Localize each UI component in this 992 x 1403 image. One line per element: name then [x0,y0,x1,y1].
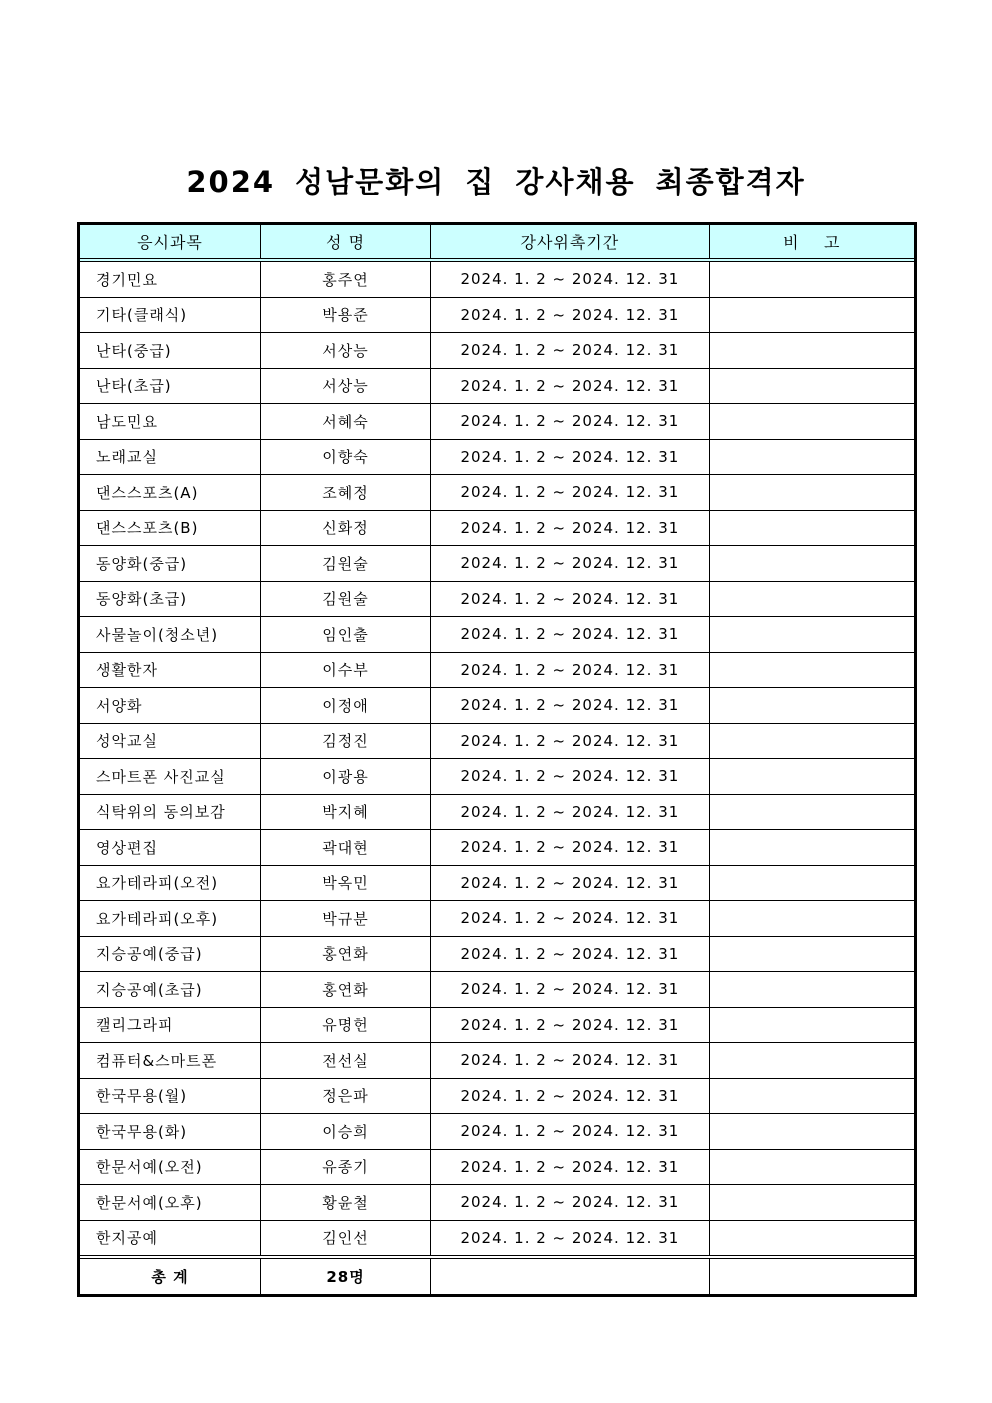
note-cell [710,901,914,936]
table-row [80,369,914,405]
period-cell: 2024. 1. 2 ~ 2024. 12. 31 [431,546,710,581]
period-cell: 2024. 1. 2 ~ 2024. 12. 31 [431,582,710,617]
period-cell: 2024. 1. 2 ~ 2024. 12. 31 [431,724,710,759]
period-cell: 2024. 1. 2 ~ 2024. 12. 31 [431,298,710,333]
table-row [80,1043,914,1079]
subject-cell: 댄스스포츠(A) [80,475,261,510]
note-cell [710,795,914,830]
table-row [80,404,914,440]
period-cell: 2024. 1. 2 ~ 2024. 12. 31 [431,440,710,475]
note-cell [710,1079,914,1114]
note-cell [710,475,914,510]
subject-cell: 댄스스포츠(B) [80,511,261,546]
name-cell: 황윤철 [261,1185,431,1220]
table-row [80,333,914,369]
name-cell: 서상능 [261,333,431,368]
subject-cell: 컴퓨터&스마트폰 [80,1043,261,1078]
table-row [80,582,914,618]
subject-cell: 한지공예 [80,1221,261,1255]
subject-cell: 지승공예(중급) [80,937,261,972]
note-cell [710,617,914,652]
table-row [80,440,914,476]
period-cell: 2024. 1. 2 ~ 2024. 12. 31 [431,404,710,439]
header-subject: 응시과목 [80,225,261,258]
page-title: 2024 성남문화의 집 강사채용 최종합격자 [186,165,806,199]
name-cell: 홍주연 [261,262,431,297]
subject-cell: 난타(초급) [80,369,261,404]
subject-cell: 스마트폰 사진교실 [80,759,261,794]
name-cell: 곽대현 [261,830,431,865]
name-cell: 서혜숙 [261,404,431,439]
note-cell [710,546,914,581]
name-cell: 박규분 [261,901,431,936]
table-row [80,546,914,582]
table-row [80,830,914,866]
note-cell [710,688,914,723]
subject-cell: 난타(중급) [80,333,261,368]
name-cell: 박용준 [261,298,431,333]
table-row [80,653,914,689]
name-cell: 임인출 [261,617,431,652]
table-row [80,759,914,795]
note-cell [710,404,914,439]
header-note: 비 고 [783,233,841,252]
name-cell: 김원술 [261,582,431,617]
header-name: 성 명 [261,225,431,258]
table-row [80,511,914,547]
table-row [80,1150,914,1186]
name-cell: 김원술 [261,546,431,581]
note-cell [710,830,914,865]
note-cell [710,937,914,972]
table-row [80,1185,914,1221]
period-cell: 2024. 1. 2 ~ 2024. 12. 31 [431,511,710,546]
note-cell [710,1150,914,1185]
subject-cell: 한문서예(오후) [80,1185,261,1220]
name-cell: 박지혜 [261,795,431,830]
table-header-row [80,225,914,262]
period-cell: 2024. 1. 2 ~ 2024. 12. 31 [431,1150,710,1185]
subject-cell: 지승공예(초급) [80,972,261,1007]
name-cell: 유명헌 [261,1008,431,1043]
period-cell: 2024. 1. 2 ~ 2024. 12. 31 [431,795,710,830]
name-cell: 정은파 [261,1079,431,1114]
subject-cell: 사물놀이(청소년) [80,617,261,652]
subject-cell: 경기민요 [80,262,261,297]
period-cell: 2024. 1. 2 ~ 2024. 12. 31 [431,901,710,936]
note-cell [710,440,914,475]
subject-cell: 영상편집 [80,830,261,865]
note-cell [710,1221,914,1255]
note-cell [710,724,914,759]
note-cell [710,1008,914,1043]
subject-cell: 한문서예(오전) [80,1150,261,1185]
subject-cell: 식탁위의 동의보감 [80,795,261,830]
table-row [80,1114,914,1150]
subject-cell: 성악교실 [80,724,261,759]
period-cell: 2024. 1. 2 ~ 2024. 12. 31 [431,262,710,297]
name-cell: 홍연화 [261,972,431,1007]
subject-cell: 서양화 [80,688,261,723]
note-cell [710,262,914,297]
table-row [80,1079,914,1115]
subject-cell: 요가테라피(오전) [80,866,261,901]
table-row [80,866,914,902]
subject-cell: 한국무용(월) [80,1079,261,1114]
subject-cell: 동양화(중급) [80,546,261,581]
note-cell [710,653,914,688]
period-cell: 2024. 1. 2 ~ 2024. 12. 31 [431,972,710,1007]
name-cell: 신화정 [261,511,431,546]
name-cell: 이광용 [261,759,431,794]
period-cell: 2024. 1. 2 ~ 2024. 12. 31 [431,688,710,723]
name-cell: 이수부 [261,653,431,688]
footer-period-cell [431,1259,710,1294]
table-row [80,937,914,973]
period-cell: 2024. 1. 2 ~ 2024. 12. 31 [431,1043,710,1078]
period-cell: 2024. 1. 2 ~ 2024. 12. 31 [431,333,710,368]
period-cell: 2024. 1. 2 ~ 2024. 12. 31 [431,759,710,794]
period-cell: 2024. 1. 2 ~ 2024. 12. 31 [431,369,710,404]
period-cell: 2024. 1. 2 ~ 2024. 12. 31 [431,866,710,901]
subject-cell: 캘리그라피 [80,1008,261,1043]
name-cell: 김정진 [261,724,431,759]
table-row [80,617,914,653]
results-table [77,222,917,1297]
subject-cell: 생활한자 [80,653,261,688]
name-cell: 이향숙 [261,440,431,475]
table-footer-row [80,1259,914,1294]
subject-cell: 한국무용(화) [80,1114,261,1149]
table-row [80,262,914,298]
name-cell: 이승희 [261,1114,431,1149]
footer-note-cell [710,1259,914,1294]
period-cell: 2024. 1. 2 ~ 2024. 12. 31 [431,1114,710,1149]
note-cell [710,866,914,901]
note-cell [710,333,914,368]
note-cell [710,1114,914,1149]
table-row [80,298,914,334]
name-cell: 김인선 [261,1221,431,1255]
note-cell [710,1043,914,1078]
table-row [80,724,914,760]
period-cell: 2024. 1. 2 ~ 2024. 12. 31 [431,617,710,652]
name-cell: 박옥민 [261,866,431,901]
note-cell [710,511,914,546]
table-row [80,972,914,1008]
table-row [80,795,914,831]
note-cell [710,1185,914,1220]
subject-cell: 요가테라피(오후) [80,901,261,936]
header-period: 강사위촉기간 [431,225,710,258]
footer-total-count: 28명 [261,1259,431,1294]
name-cell: 전선실 [261,1043,431,1078]
period-cell: 2024. 1. 2 ~ 2024. 12. 31 [431,830,710,865]
period-cell: 2024. 1. 2 ~ 2024. 12. 31 [431,475,710,510]
period-cell: 2024. 1. 2 ~ 2024. 12. 31 [431,1185,710,1220]
footer-total-label: 총 계 [80,1259,261,1294]
subject-cell: 남도민요 [80,404,261,439]
name-cell: 서상능 [261,369,431,404]
note-cell [710,759,914,794]
table-row [80,1221,914,1259]
period-cell: 2024. 1. 2 ~ 2024. 12. 31 [431,653,710,688]
name-cell: 유종기 [261,1150,431,1185]
subject-cell: 노래교실 [80,440,261,475]
subject-cell: 기타(클래식) [80,298,261,333]
note-cell [710,972,914,1007]
table-row [80,1008,914,1044]
period-cell: 2024. 1. 2 ~ 2024. 12. 31 [431,1008,710,1043]
table-row [80,475,914,511]
note-cell [710,298,914,333]
table-body [80,262,914,1259]
name-cell: 조혜정 [261,475,431,510]
period-cell: 2024. 1. 2 ~ 2024. 12. 31 [431,937,710,972]
name-cell: 이정애 [261,688,431,723]
table-row [80,901,914,937]
period-cell: 2024. 1. 2 ~ 2024. 12. 31 [431,1221,710,1255]
subject-cell: 동양화(초급) [80,582,261,617]
table-row [80,688,914,724]
name-cell: 홍연화 [261,937,431,972]
note-cell [710,369,914,404]
period-cell: 2024. 1. 2 ~ 2024. 12. 31 [431,1079,710,1114]
note-cell [710,582,914,617]
